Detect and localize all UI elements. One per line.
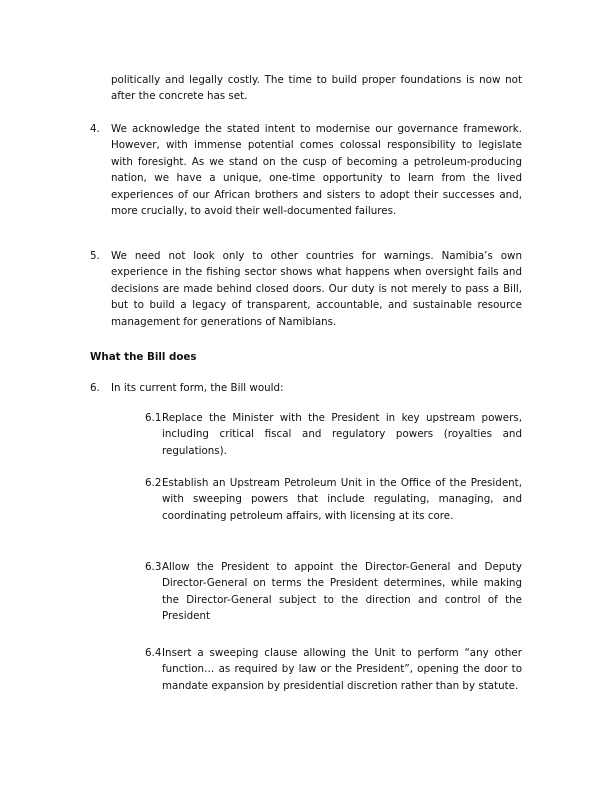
paragraph-6-text: In its current form, the Bill would: <box>111 382 284 394</box>
paragraph-number-6: 6. <box>90 382 100 394</box>
continuation-paragraph: politically and legally costly. The time to build proper foundations is now not after the concrete has set. <box>111 74 522 103</box>
paragraph-4-text: We acknowledge the stated intent to modernise our governance framework. However, with immense potential comes colossal responsibility to legislate with foresight. As we stand on the cusp of becoming a petroleum-producing nation, we have a unique, one-time opportunity to learn from the lived experiences of our African brothers and sisters to adopt their successes and, more crucially, to avoid their well-documented failures. <box>111 123 522 218</box>
subitem-number-6-4: 6.4 <box>145 647 162 659</box>
subitem-number-6-2: 6.2 <box>145 477 162 489</box>
subitem-6-2-text: Establish an Upstream Petroleum Unit in the Office of the President, with sweeping powers that include regulating, managing, and coordinating petroleum affairs, with licensing at its core. <box>162 477 522 522</box>
subitem-number-6-1: 6.1 <box>145 412 162 424</box>
section-heading: What the Bill does <box>90 351 197 363</box>
paragraph-number-5: 5. <box>90 250 100 262</box>
subitem-6-3-text: Allow the President to appoint the Director-General and Deputy Director-General on terms the President determines, while making the Director-General subject to the direction and control of the President <box>162 561 522 623</box>
subitem-6-1-text: Replace the Minister with the President in key upstream powers, including critical fiscal and regulatory powers (royalties and regulations). <box>162 412 522 457</box>
subitem-6-4-text: Insert a sweeping clause allowing the Unit to perform “any other function… as required by law or the President”, opening the door to mandate expansion by presidential discretion rather than by statute. <box>162 647 522 692</box>
paragraph-5-text: We need not look only to other countries for warnings. Namibia’s own experience in the fishing sector shows what happens when oversight fails and decisions are made behind closed doors. Our duty is not merely to pass a Bill, but to build a legacy of transparent, accountable, and sustainable resource management for generations of Namibians. <box>111 250 522 328</box>
paragraph-number-4: 4. <box>90 123 100 135</box>
subitem-number-6-3: 6.3 <box>145 561 162 573</box>
